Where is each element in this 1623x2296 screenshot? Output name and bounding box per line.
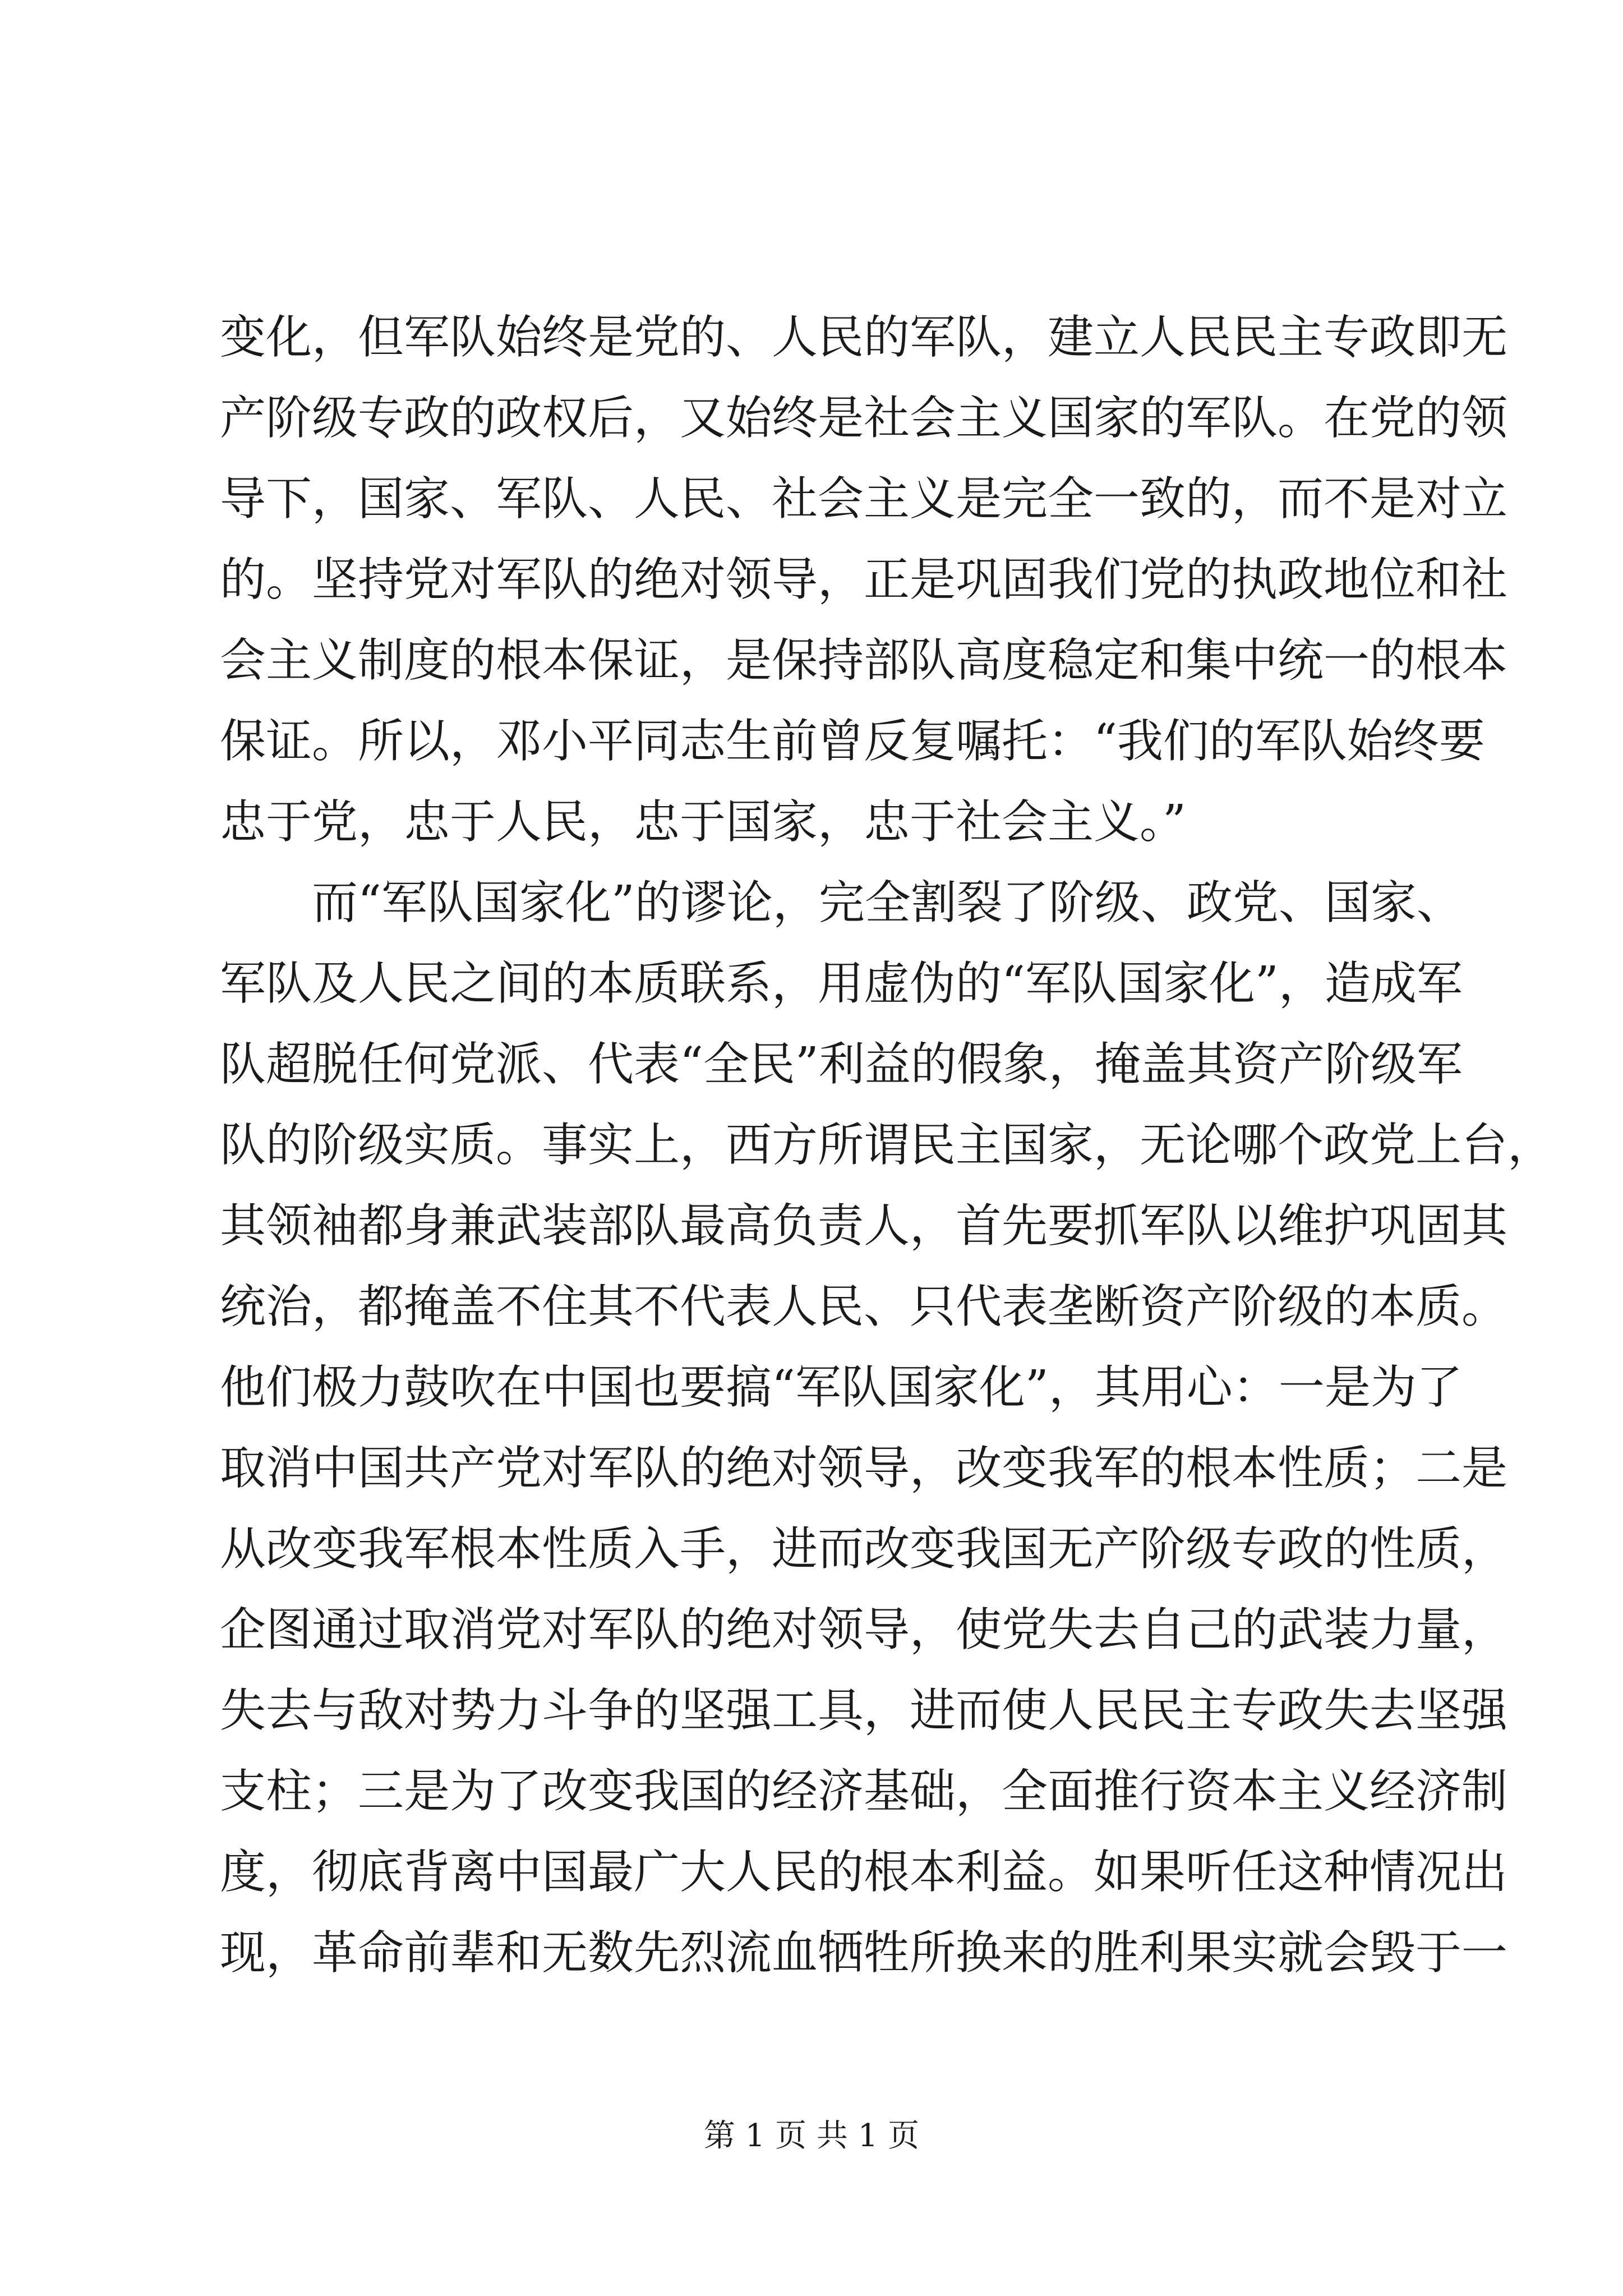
text-line: 取消中国共产党对军队的绝对领导，改变我军的根本性质；二是	[220, 1442, 1508, 1495]
text-line: 保证。所以，邓小平同志生前曾反复嘱托：“我们的军队始终要	[220, 715, 1485, 768]
document-body	[220, 297, 1554, 1994]
text-line: 队的阶级实质。事实上，西方所谓民主国家，无论哪个政党上台，	[220, 1119, 1554, 1172]
paragraph-1	[220, 297, 1508, 863]
text-line: 其领袖都身兼武装部队最高负责人，首先要抓军队以维护巩固其	[220, 1199, 1508, 1253]
text-line: 忠于党，忠于人民，忠于国家，忠于社会主义。”	[220, 795, 1186, 849]
paragraph-2	[220, 863, 1554, 1994]
text-line: 变化，但军队始终是党的、人民的军队，建立人民民主专政即无	[220, 311, 1508, 364]
text-line: 企图通过取消党对军队的绝对领导，使党失去自己的武装力量，	[220, 1603, 1508, 1657]
text-line: 统治，都掩盖不住其不代表人民、只代表垄断资产阶级的本质。	[220, 1280, 1508, 1333]
text-line: 而“军队国家化”的谬论，完全割裂了阶级、政党、国家、	[312, 876, 1463, 930]
text-line: 支柱；三是为了改变我国的经济基础，全面推行资本主义经济制	[220, 1765, 1508, 1818]
page-number-footer: 第 1 页 共 1 页	[703, 2118, 920, 2154]
text-line: 的。坚持党对军队的绝对领导，正是巩固我们党的执政地位和社	[220, 553, 1508, 606]
text-line: 现，革命前辈和无数先烈流血牺牲所换来的胜利果实就会毁于一	[220, 1926, 1508, 1980]
text-line: 军队及人民之间的本质联系，用虚伪的“军队国家化”，造成军	[220, 957, 1463, 1010]
text-line: 失去与敌对势力斗争的坚强工具，进而使人民民主专政失去坚强	[220, 1684, 1508, 1737]
text-line: 从改变我军根本性质入手，进而改变我国无产阶级专政的性质，	[220, 1522, 1508, 1576]
text-line: 度，彻底背离中国最广大人民的根本利益。如果听任这种情况出	[220, 1846, 1508, 1899]
text-line: 他们极力鼓吹在中国也要搞“军队国家化”，其用心：一是为了	[220, 1361, 1463, 1414]
text-line: 产阶级专政的政权后，又始终是社会主义国家的军队。在党的领	[220, 392, 1508, 445]
text-line: 队超脱任何党派、代表“全民”利益的假象，掩盖其资产阶级军	[220, 1038, 1463, 1091]
text-line: 导下，国家、军队、人民、社会主义是完全一致的，而不是对立	[220, 472, 1508, 526]
text-line: 会主义制度的根本保证，是保持部队高度稳定和集中统一的根本	[220, 634, 1508, 687]
